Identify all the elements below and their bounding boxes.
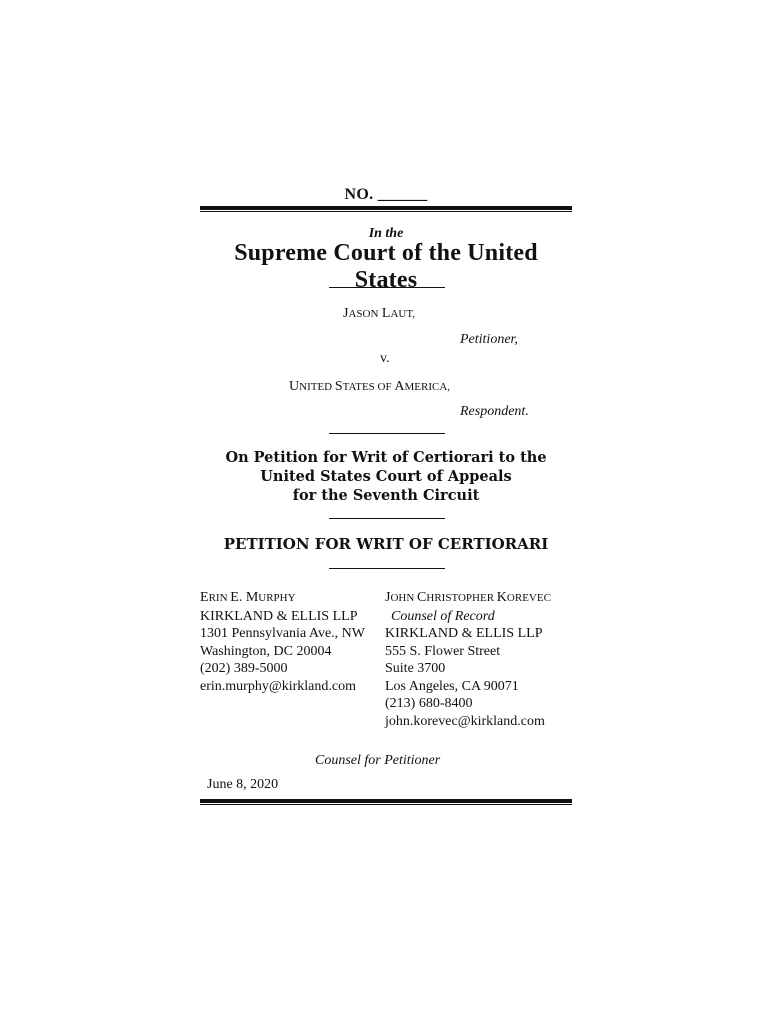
counsel-right-block [385,589,551,730]
versus-label: v. [380,351,390,366]
counsel-address-line: Suite 3700 [385,661,446,676]
petitioner-role: Petitioner, [460,332,518,347]
respondent-role: Respondent. [460,404,529,419]
counsel-email: erin.murphy@kirkland.com [200,678,356,694]
court-name: Supreme Court of the United States [234,240,538,293]
counsel-phone: (213) 680-8400 [385,696,473,711]
counsel-address-line: 1301 Pennsylvania Ave., NW [200,626,365,641]
separator-line [329,568,445,569]
petition-on-line: United States Court of Appeals [260,468,512,485]
counsel-name: JOHN CHRISTOPHER KOREVEC [385,590,551,605]
counsel-email: john.korevec@kirkland.com [385,713,545,729]
court-prefix: In the [368,226,404,241]
counsel-phone: (202) 389-5000 [200,661,288,676]
top-double-rule [200,206,572,212]
respondent-name: UNITED STATES OF AMERICA, [289,379,451,394]
petition-on-line: On Petition for Writ of Certiorari to the [225,449,547,466]
document-title: PETITION FOR WRIT OF CERTIORARI [223,535,549,553]
counsel-of-record: Counsel of Record [391,608,495,624]
separator-line [329,518,445,519]
counsel-firm: KIRKLAND & ELLIS LLP [200,608,358,624]
counsel-left-block [200,589,365,695]
docket-number: NO. ______ [344,186,428,203]
separator-line [329,433,445,434]
petition-on-heading [200,448,572,505]
counsel-address-line: Washington, DC 20004 [200,643,332,659]
filing-date: June 8, 2020 [207,777,279,792]
counsel-address-line: 555 S. Flower Street [385,643,501,659]
counsel-firm: KIRKLAND & ELLIS LLP [385,626,543,641]
separator-line [329,287,445,288]
petition-on-line: for the Seventh Circuit [292,487,480,504]
counsel-address-line: Los Angeles, CA 90071 [385,678,519,694]
counsel-for-label: Counsel for Petitioner [315,753,441,768]
counsel-name: ERIN E. MURPHY [200,590,296,605]
bottom-double-rule [200,799,572,805]
petitioner-name: JASON LAUT, [343,306,416,321]
